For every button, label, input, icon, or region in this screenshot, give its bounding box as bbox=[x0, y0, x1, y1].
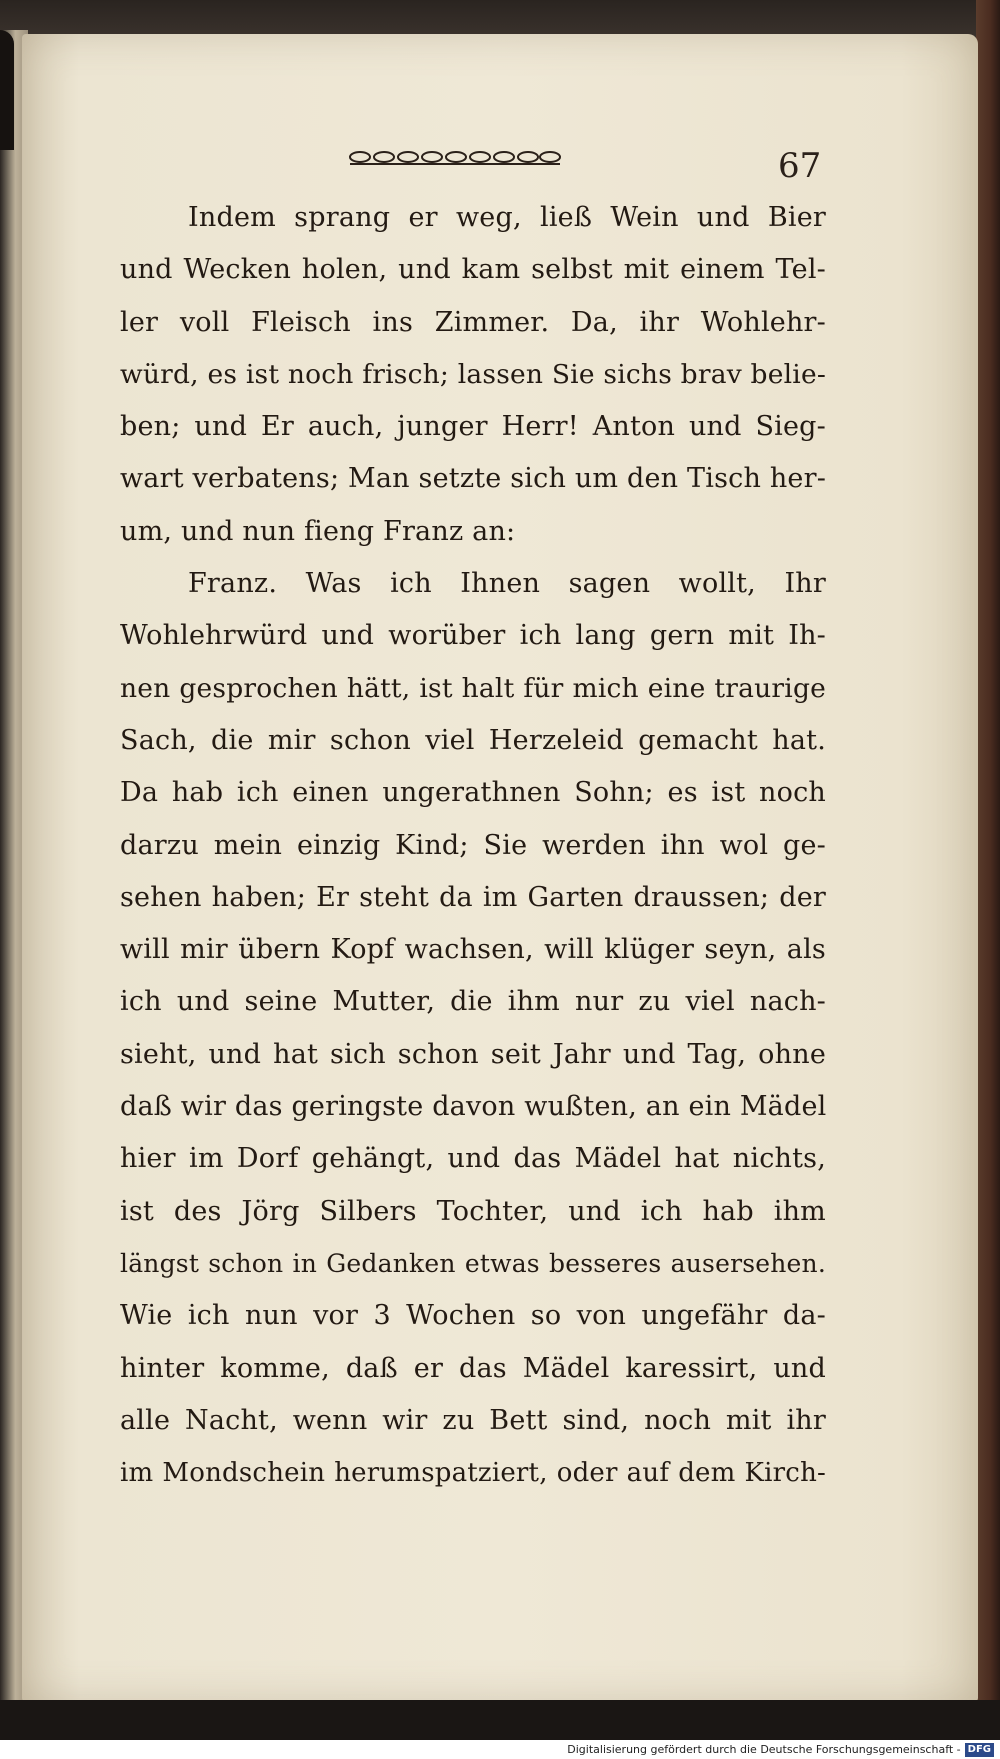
text-line: um, und nun fieng Franz an: bbox=[120, 515, 516, 547]
text-line: Sach, die mir schon viel Herzeleid gemacht hat. bbox=[120, 724, 826, 756]
digitization-credit bbox=[0, 1740, 1000, 1759]
text-line: Wohlehrwürd und worüber ich lang gern mit Ih- bbox=[120, 620, 826, 652]
text-line: Wie ich nun vor 3 Wochen so von ungefähr da- bbox=[120, 1300, 826, 1332]
text-line: ben; und Er auch, junger Herr! Anton und Sieg- bbox=[120, 411, 826, 443]
text-line: im Mondschein herumspatziert, oder auf dem Kirch- bbox=[120, 1458, 826, 1489]
text-line: hier im Dorf gehängt, und das Mädel hat nichts, bbox=[120, 1143, 826, 1175]
text-line: Franz. Was ich Ihnen sagen wollt, Ihr bbox=[188, 568, 826, 600]
header-ornament-icon bbox=[346, 146, 564, 168]
text-line: längst schon in Gedanken etwas besseres ausersehen. bbox=[120, 1248, 826, 1278]
text-line: wart verbatens; Man setzte sich um den Tisch her- bbox=[120, 463, 827, 495]
book-cover-edge bbox=[976, 0, 1000, 1740]
text-line: daß wir das geringste davon wußten, an ein Mädel bbox=[120, 1091, 827, 1123]
text-line: Da hab ich einen ungerathnen Sohn; es ist noch bbox=[120, 777, 826, 809]
text-line: will mir übern Kopf wachsen, will klüger seyn, als bbox=[120, 934, 826, 966]
text-line: würd, es ist noch frisch; lassen Sie sichs brav belie- bbox=[120, 358, 826, 390]
text-line: darzu mein einzig Kind; Sie werden ihn wol ge- bbox=[120, 829, 826, 861]
text-line: ler voll Fleisch ins Zimmer. Da, ihr Wohlehr- bbox=[120, 306, 826, 338]
text-line: hinter komme, daß er das Mädel karessirt, und bbox=[120, 1352, 826, 1384]
dfg-logo-icon: DFG bbox=[965, 1743, 994, 1757]
text-line: ich und seine Mutter, die ihm nur zu viel nach- bbox=[120, 986, 826, 1018]
text-line: nen gesprochen hätt, ist halt für mich eine traurige bbox=[120, 672, 826, 704]
text-line: ist des Jörg Silbers Tochter, und ich hab ihm bbox=[120, 1195, 826, 1227]
text-line: sehen haben; Er steht da im Garten draussen; der bbox=[120, 881, 826, 913]
text-line: alle Nacht, wenn wir zu Bett sind, noch mit ihr bbox=[120, 1404, 826, 1436]
scan-bottom-shadow bbox=[0, 1700, 1000, 1740]
text-line: Indem sprang er weg, ließ Wein und Bier bbox=[188, 202, 826, 233]
page-number: 67 bbox=[778, 146, 822, 186]
text-line: sieht, und hat sich schon seit Jahr und Tag, ohne bbox=[120, 1038, 826, 1070]
book-spine bbox=[0, 30, 14, 150]
text-line: und Wecken holen, und kam selbst mit einem Tel- bbox=[120, 254, 826, 286]
credit-text: Digitalisierung gefördert durch die Deutsche Forschungsgemeinschaft - bbox=[567, 1743, 961, 1756]
page-text bbox=[120, 192, 826, 1499]
